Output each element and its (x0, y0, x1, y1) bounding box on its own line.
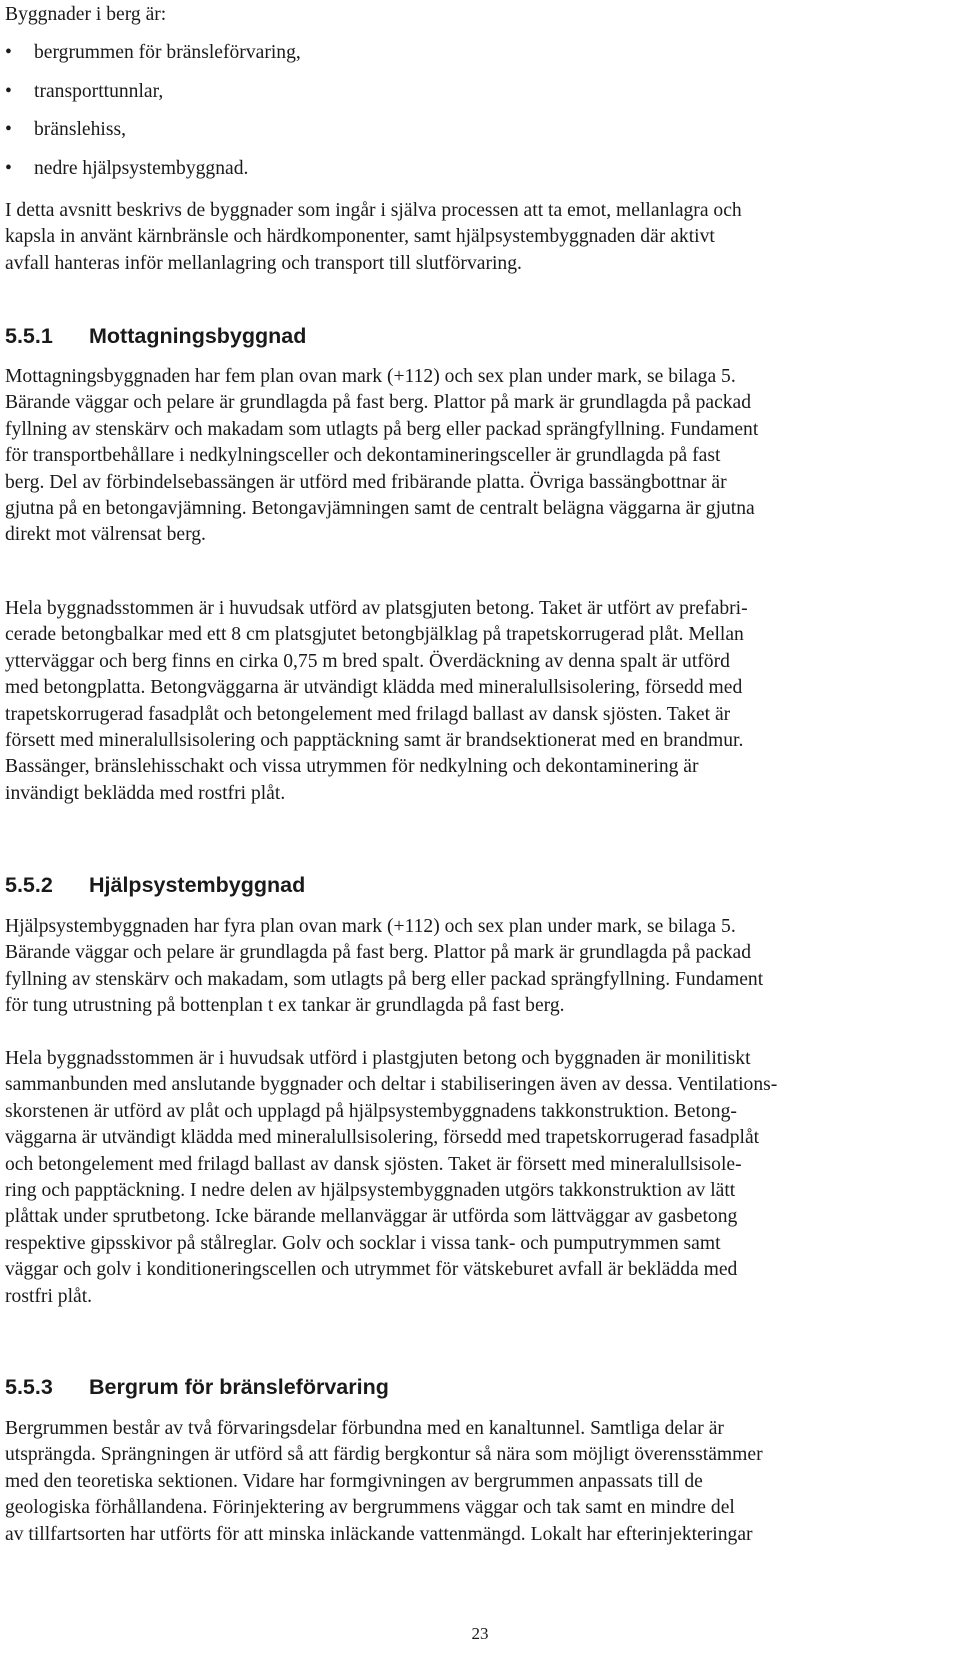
page-number: 23 (471, 1624, 489, 1643)
paragraph: Mottagningsbyggnaden har fem plan ovan mark (+112) och sex plan under mark, se bilaga 5. Bärande väggar och pelare är grundlagda på fast berg. Plattor på mark är grundlagda på packad fyllning av stenskärv och makadam som utlagts på berg eller packad sprängfyllning. Fundament för transportbehållare i nedkylningsceller och dekontamineringsceller är grundlagda på fast berg. Del av förbindelsebassängen är utförd med fribärande platta. Övriga bassängbottnar är gjutna på en betongavjämning. Betongavjämningen samt de centralt belägna väggarna är gjutna direkt mot välrensat berg. (5, 366, 759, 546)
section-title: Hjälpsystembyggnad (89, 873, 306, 897)
bullet-icon: • (5, 119, 12, 140)
paragraph: Hjälpsystembyggnaden har fyra plan ovan mark (+112) och sex plan under mark, se bilaga 5. Bärande väggar och pelare är grundlagda på fast berg. Plattor på mark är grundlagda på packad fyllning av stenskärv och makadam, som utlagts på berg eller packad sprängfyllning. Fundament för tung utrustning på bottenplan t ex tankar är grundlagda på fast berg. (5, 916, 764, 1017)
section-title: Mottagningsbyggnad (89, 324, 307, 348)
bullet-icon: • (5, 157, 12, 179)
paragraph: Hela byggnadsstommen är i huvudsak utförd av platsgjuten betong. Taket är utfört av prefabri- cerade betongbalkar med ett 8 cm platsgjutet betongbjälklag på trapetskorrugerad plåt. Mellan ytterväggar och berg finns en cirka 0,75 m bred spalt. Överdäckning av denna spalt är utförd med betongplatta. Betongväggarna är utvändigt klädda med mineralullsisolering, försedd med trapetskorrugerad fasadplåt och betongelement med frilagd ballast av dansk sjösten. Taket är försett med mineralullsisolering och papptäckning samt är brandsektionerat med en brandmur. Bassänger, bränslehisschakt och vissa utrymmen för nedkylning och dekontaminering är invändigt beklädda med rostfri plåt. (5, 598, 748, 804)
bullet-icon: • (5, 42, 12, 63)
paragraph: I detta avsnitt beskrivs de byggnader som ingår i själva processen att ta emot, mellanlagra och kapsla in använt kärnbränsle och härdkomponenter, samt hjälpsystembyggnaden där aktivt avfall hanteras inför mellanlagring och transport till slutförvaring. (5, 200, 742, 274)
list-item: • transporttunnlar, (5, 79, 301, 118)
section-number: 5.5.3 (5, 1375, 53, 1399)
list-item: • bränslehiss, (5, 117, 301, 156)
list-item: • nedre hjälpsystembyggnad. (5, 156, 301, 195)
intro-text: Byggnader i berg är: (5, 4, 167, 25)
bullet-icon: • (5, 80, 12, 102)
section-heading (5, 1373, 389, 1401)
section-number: 5.5.2 (5, 873, 53, 897)
section-heading (5, 322, 306, 350)
section-number: 5.5.1 (5, 324, 53, 348)
bullet-list (5, 40, 301, 194)
list-item: • bergrummen för bränsleförvaring, (5, 40, 301, 79)
paragraph: Hela byggnadsstommen är i huvudsak utförd i plastgjuten betong och byggnaden är monilitiskt sammanbunden med anslutande byggnader och deltar i stabiliseringen även av dessa. Ventilations- skorstenen är utförd av plåt och upplagd på hjälpsystembyggnadens takkonstruktion. Betong- väggarna är utvändigt klädda med mineralullsisolering, försedd med trapetskorrugerad fasadplåt och betongelement med frilagd ballast av dansk sjösten. Taket är försett med mineralullsisole- ring och papptäckning. I nedre delen av hjälpsystembyggnaden utgörs takkonstruktion av lätt plåttak under sprutbetong. Icke bärande mellanväggar är utförda som lättväggar av gasbetong respektive gipsskivor på stålreglar. Golv och socklar i vissa tank- och pumputrymmen samt väggar och golv i konditioneringscellen och utrymmet för vätskeburet avfall är beklädda med rostfri plåt. (5, 1048, 778, 1307)
paragraph: Bergrummen består av två förvaringsdelar förbundna med en kanaltunnel. Samtliga delar är utsprängda. Sprängningen är utförd så att färdig bergkontur så nära som möjligt överensstämmer med den teoretiska sektionen. Vidare har formgivningen av bergrummen anpassats till de geologiska förhållandena. Förinjektering av bergrummens väggar och tak samt en mindre del av tillfartsorten har utförts för att minska inläckande vattenmängd. Lokalt har efterinjekteringar (5, 1418, 763, 1545)
section-heading (5, 871, 305, 899)
section-title: Bergrum för bränsleförvaring (89, 1375, 389, 1399)
